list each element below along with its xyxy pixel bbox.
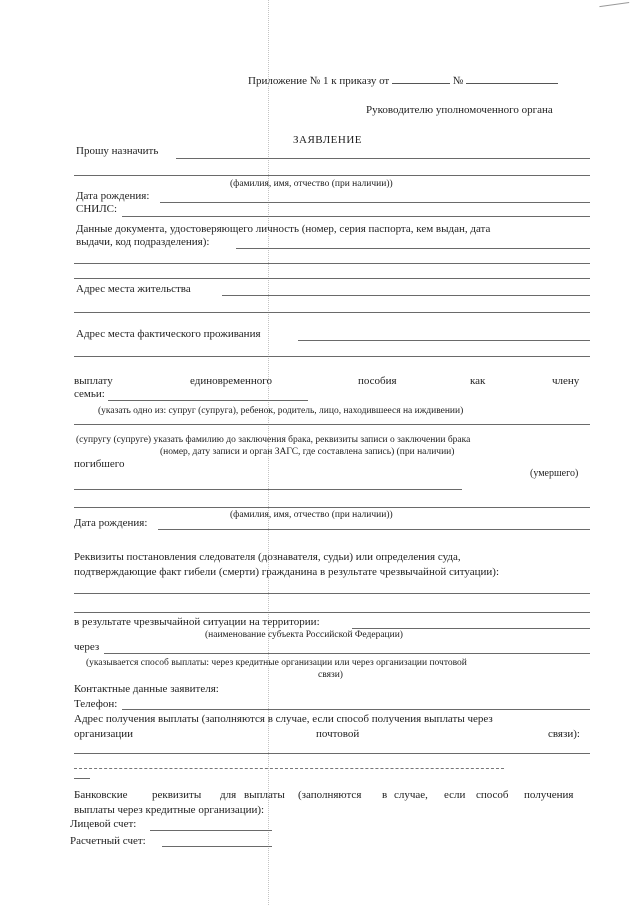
id-doc-field-3[interactable]	[74, 278, 590, 279]
id-doc-field-2[interactable]	[74, 263, 590, 264]
bank-line2: выплаты через кредитные организации):	[74, 804, 265, 816]
relation-field-2[interactable]	[74, 424, 590, 425]
spouse-hint-line2: (номер, дату записи и орган ЗАГС, где составлена запись) (при наличии)	[160, 447, 455, 457]
payment-word-4: как	[470, 375, 486, 387]
via-label: через	[74, 641, 100, 653]
number-sign: №	[452, 75, 464, 87]
settlement-account-label: Расчетный счет:	[70, 835, 146, 847]
birth-date-field[interactable]	[160, 202, 590, 203]
bank-word-6: в	[382, 789, 388, 801]
residence-field-2[interactable]	[74, 312, 590, 313]
scan-mark	[599, 2, 630, 17]
postal-address-field[interactable]	[74, 753, 590, 754]
bank-word-9: способ	[476, 789, 509, 801]
payment-word-3: пособия	[358, 375, 397, 387]
birth-date-label: Дата рождения:	[76, 190, 150, 202]
bank-word-7: случае,	[394, 789, 428, 801]
document-title: ЗАЯВЛЕНИЕ	[293, 134, 362, 146]
bank-word-1: Банковские	[74, 789, 128, 801]
personal-account-field[interactable]	[150, 830, 272, 831]
order-number-field[interactable]	[466, 73, 558, 84]
snils-field[interactable]	[122, 216, 590, 217]
residence-field[interactable]	[222, 295, 590, 296]
snils-label: СНИЛС:	[76, 203, 118, 215]
bank-word-2: реквизиты	[152, 789, 202, 801]
postal-address-field-3[interactable]	[74, 778, 90, 779]
id-doc-line1: Данные документа, удостоверяющего личность (номер, серия паспорта, кем выдан, дата	[76, 223, 491, 235]
decree-field[interactable]	[74, 593, 590, 594]
id-doc-field[interactable]	[236, 248, 590, 249]
request-label: Прошу назначить	[76, 145, 159, 157]
postal-word-3: связи):	[548, 728, 580, 740]
method-hint-line2: связи)	[318, 670, 343, 680]
deceased-fio-field[interactable]	[74, 489, 462, 490]
method-hint-line1: (указывается способ выплаты: через кредитные организации или через организации почтовой	[86, 658, 467, 668]
phone-label: Телефон:	[74, 698, 118, 710]
emergency-label: в результате чрезвычайной ситуации на территории:	[74, 616, 320, 628]
spouse-hint-line1: (супругу (супруге) указать фамилию до заключения брака, реквизиты записи о заключении брака	[76, 435, 471, 445]
postal-address-field-2[interactable]	[74, 768, 504, 769]
applicant-fio-field-2[interactable]	[74, 175, 590, 176]
postal-line1: Адрес получения выплаты (заполняются в случае, если способ получения выплаты через	[74, 713, 493, 725]
payment-word-5: члену	[552, 375, 580, 387]
deceased-alt: (умершего)	[530, 468, 579, 479]
bank-word-4: выплаты	[244, 789, 285, 801]
addressee: Руководителю уполномоченного органа	[366, 104, 553, 116]
contacts-label: Контактные данные заявителя:	[74, 683, 219, 695]
personal-account-label: Лицевой счет:	[70, 818, 137, 830]
applicant-fio-field[interactable]	[176, 158, 590, 159]
actual-residence-field[interactable]	[298, 340, 590, 341]
payment-method-field[interactable]	[104, 653, 590, 654]
bank-word-3: для	[220, 789, 237, 801]
emergency-region-field[interactable]	[352, 628, 590, 629]
deceased-birth-date-field[interactable]	[158, 529, 590, 530]
decree-line2: подтверждающие факт гибели (смерти) гражданина в результате чрезвычайной ситуации):	[74, 566, 500, 578]
deceased-fio-field-2[interactable]	[74, 507, 590, 508]
id-doc-line2: выдачи, код подразделения):	[76, 236, 210, 248]
appendix-header	[248, 73, 558, 87]
fio-hint: (фамилия, имя, отчество (при наличии))	[230, 179, 393, 189]
postal-word-2: почтовой	[316, 728, 360, 740]
order-date-field[interactable]	[392, 73, 450, 84]
family-relation-field[interactable]	[108, 400, 308, 401]
residence-label: Адрес места жительства	[76, 283, 191, 295]
region-hint: (наименование субъекта Российской Федерации)	[205, 630, 403, 640]
deceased-label: погибшего	[74, 458, 125, 470]
bank-word-10: получения	[524, 789, 574, 801]
actual-residence-label: Адрес места фактического проживания	[76, 328, 261, 340]
decree-line1: Реквизиты постановления следователя (дознавателя, судьи) или определения суда,	[74, 551, 461, 563]
relation-hint: (указать одно из: супруг (супруга), ребенок, родитель, лицо, находившееся на иждивении)	[98, 406, 464, 416]
decree-field-2[interactable]	[74, 612, 590, 613]
phone-field[interactable]	[122, 709, 590, 710]
family-label: семьи:	[74, 388, 105, 400]
bank-word-8: если	[444, 789, 466, 801]
settlement-account-field[interactable]	[162, 846, 272, 847]
payment-word-1: выплату	[74, 375, 113, 387]
appendix-prefix: Приложение № 1 к приказу от	[248, 75, 390, 87]
payment-word-2: единовременного	[190, 375, 273, 387]
bank-word-5: (заполняются	[298, 789, 362, 801]
postal-word-1: организации	[74, 728, 134, 740]
actual-residence-field-2[interactable]	[74, 356, 590, 357]
birth-date-label-2: Дата рождения:	[74, 517, 148, 529]
fio-hint-2: (фамилия, имя, отчество (при наличии))	[230, 510, 393, 520]
